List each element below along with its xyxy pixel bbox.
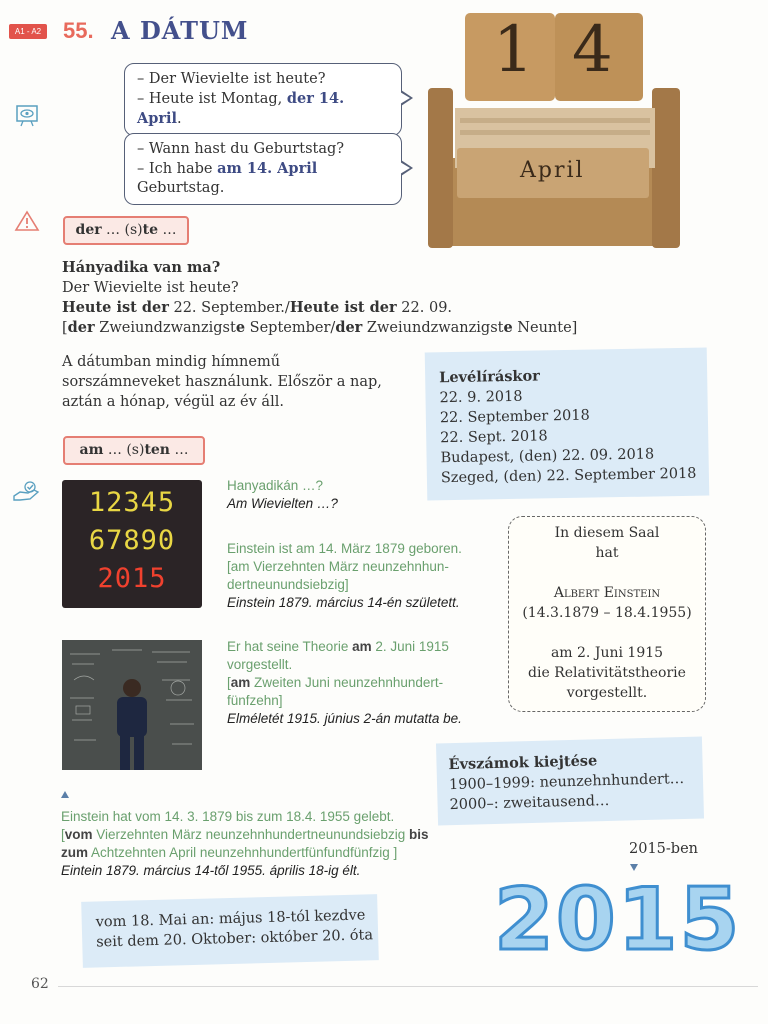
plaque-line: am 2. Juni 1915 [550, 645, 664, 661]
plaque-line: In diesem Saal [554, 525, 660, 541]
letter-heading: Levélíráskor [439, 367, 540, 387]
letter-line: Szeged, (den) 22. September 2018 [440, 465, 697, 487]
text-line: fünfzehn] [227, 693, 283, 708]
text-line: Einstein 1879. március 14-én született. [227, 595, 460, 610]
warning-icon [14, 210, 40, 236]
footer-divider [58, 986, 758, 987]
dialogue-bubble-birthday [124, 133, 402, 205]
text-line: 2000–: zweitausend… [449, 792, 610, 814]
text-line: zum Achtzehnten April neunzehnhundertfünfundfünfzig ] [61, 845, 398, 860]
einstein-birth-block [227, 540, 497, 612]
plaque-line: vorgestellt. [566, 685, 648, 701]
chapter-number: 55. [63, 18, 94, 43]
years-heading: Évszámok kiejtése [448, 752, 598, 774]
text-line: dertneunundsiebzig] [227, 577, 349, 592]
letter-line: Budapest, (den) 22. 09. 2018 [440, 446, 655, 467]
wooden-calendar-image [425, 8, 683, 254]
section-heading: Hányadika van ma? [62, 259, 221, 276]
text-line: Einstein ist am 14. März 1879 geboren. [227, 541, 462, 556]
since-box [81, 894, 379, 968]
bubble-line: – Wann hast du Geburtstag? [137, 141, 345, 157]
text-line: Heute ist der 22. September./Heute ist der 22. 09. [62, 299, 453, 316]
text-line: Einstein hat vom 14. 3. 1879 bis zum 18.4. 1955 gelebt. [61, 809, 395, 824]
year-ben-label: 2015-ben [629, 841, 699, 857]
theory-block [227, 638, 502, 728]
triangle-up-icon [61, 791, 69, 798]
text-line: Er hat seine Theorie am 2. Juni 1915 [227, 639, 449, 654]
text-line: aztán a hónap, végül az év áll. [62, 394, 284, 410]
text-line: vorgestellt. [227, 657, 293, 672]
bubble-line: – Heute ist Montag, der 14. April. [137, 90, 345, 127]
commemorative-plaque [508, 516, 706, 712]
display-row: 2015 [97, 563, 167, 594]
digital-display-image [62, 480, 202, 608]
presentation-eye-icon [15, 104, 39, 132]
text-line: sorszámneveket használunk. Először a nap, [62, 374, 382, 390]
calendar-day-ones: 4 [572, 13, 613, 87]
calendar-day-tens: 1 [493, 13, 534, 87]
lifespan-block [61, 808, 491, 880]
plaque-line: die Relativitätstheorie [528, 665, 686, 681]
rule-text [62, 352, 402, 412]
letter-line: 22. Sept. 2018 [440, 428, 548, 447]
text-line: 1900–1999: neunzehnhundert… [448, 771, 685, 794]
plaque-line: (14.3.1879 – 18.4.1955) [522, 605, 692, 621]
bubble-line: – Der Wievielte ist heute? [137, 71, 326, 87]
bubble-line: – Ich habe am 14. April Geburtstag. [137, 160, 318, 196]
text-line: [am Vierzehnten März neunzehnhun- [227, 559, 449, 574]
calendar-month: April [520, 158, 585, 183]
formula-box-am: am … (s)ten … [63, 436, 205, 465]
letter-line: 22. 9. 2018 [439, 388, 523, 407]
letter-line: 22. September 2018 [439, 407, 590, 427]
level-badge: A1 - A2 [9, 24, 47, 39]
hand-check-icon [12, 480, 40, 508]
blackboard-man-image [62, 640, 202, 770]
letter-writing-box [425, 348, 710, 501]
display-row: 67890 [88, 525, 176, 556]
question-block [227, 477, 338, 513]
text-line: seit dem 20. Oktober: október 20. óta [96, 927, 374, 951]
text-line: A dátumban mindig hímnemű [62, 354, 281, 370]
plaque-line: hat [595, 545, 619, 561]
text-line: Am Wievielten …? [227, 496, 338, 511]
page-number: 62 [31, 976, 49, 992]
dialogue-bubble-date [124, 63, 402, 136]
display-row: 12345 [88, 487, 176, 518]
text-line: [der Zweiundzwanzigste September/der Zweiundzwanzigste Neunte] [62, 319, 578, 336]
plaque-name: Albert Einstein [553, 585, 661, 601]
text-line: [vom Vierzehnten März neunzehnhundertneunundsiebzig bis [61, 827, 429, 842]
text-line: Elméletét 1915. június 2-án mutatta be. [227, 711, 462, 726]
text-line: [am Zweiten Juni neunzehnhundert- [227, 675, 444, 690]
text-line: Hanyadikán …? [227, 478, 324, 493]
section-question [62, 258, 582, 338]
text-line: Eintein 1879. március 14-től 1955. április 18-ig élt. [61, 863, 361, 878]
big-year-graphic: 2015 [494, 870, 742, 970]
text-line: Der Wievielte ist heute? [62, 280, 239, 296]
formula-box-der: der … (s)te … [63, 216, 189, 245]
page-title: A DÁTUM [111, 16, 249, 45]
text-line: vom 18. Mai an: május 18-tól kezdve [95, 907, 366, 931]
